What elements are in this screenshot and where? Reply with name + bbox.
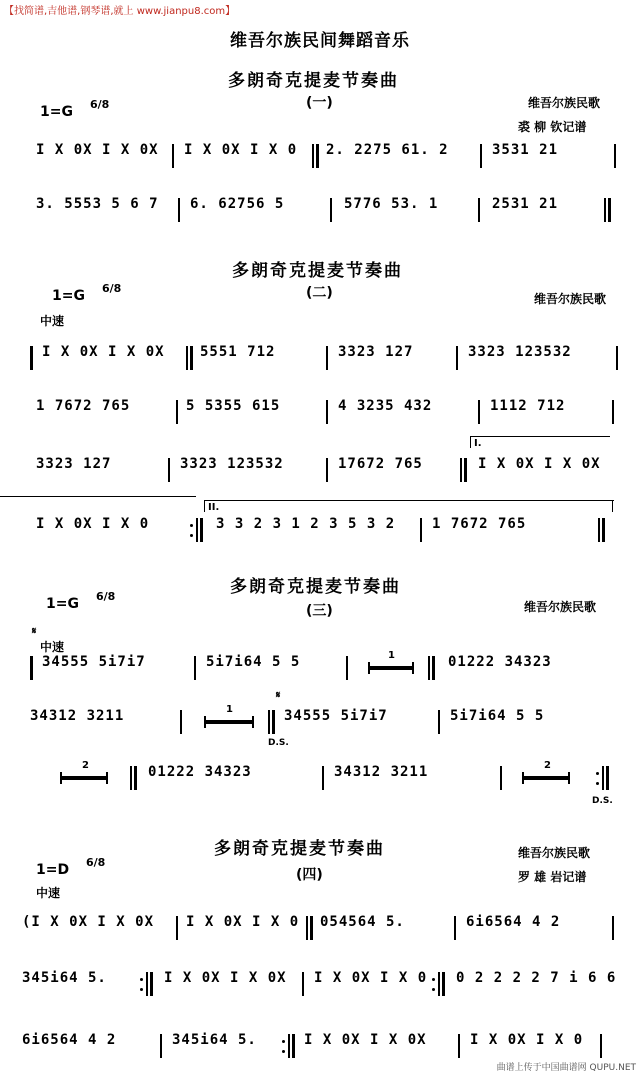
piece-3-title: 多朗奇克提麦节奏曲 [230,577,401,597]
piece-2-time: 6/8 [102,282,122,295]
score-row [0,650,640,684]
barline [176,400,178,424]
measure: 3. 5553 5 6 7 [36,196,159,212]
multi-rest-count: 2 [544,760,551,771]
repeat-dot [282,1050,285,1053]
barline [146,972,148,996]
score-row [0,196,640,226]
repeat-barline [292,1034,295,1058]
barline [322,766,324,790]
repeat-barline [30,656,33,680]
measure: I X 0X I X 0 [314,970,428,986]
volta-2-start [204,500,205,512]
repeat-dot [432,978,435,981]
repeat-barline [190,346,193,370]
barline [180,710,182,734]
repeat-barline [316,144,319,168]
page-title: 维吾尔族民间舞蹈音乐 [230,31,410,51]
measure: 1 7672 765 [432,516,527,532]
barline [454,916,456,940]
measure: 01222 34323 [448,654,552,670]
measure: 6i6564 4 2 [466,914,561,930]
measure: 5551 712 [200,344,276,360]
measure: 3 3 2 3 1 2 3 5 3 2 [216,516,396,532]
multi-rest-count: 1 [226,704,233,715]
piece-2-title: 多朗奇克提麦节奏曲 [232,261,403,281]
barline [480,144,482,168]
piece-1-time: 6/8 [90,98,110,111]
multi-rest-cap [106,772,108,784]
barline [194,656,196,680]
piece-4-key: 1=D [36,862,70,878]
measure: 34555 5i7i7 [42,654,146,670]
multi-rest-icon [370,666,412,670]
multi-rest-icon [62,776,106,780]
barline [438,710,440,734]
measure: 345i64 5. [22,970,107,986]
repeat-dot [282,1040,285,1043]
barline [438,972,440,996]
score-row [0,456,640,486]
measure: 5776 53. 1 [344,196,439,212]
barline [598,518,600,542]
ds-mark: D.S. [268,738,289,748]
barline [186,346,188,370]
measure: I X 0X I X 0 [36,516,150,532]
measure: I X 0X I X 0 [184,142,298,158]
barline [178,198,180,222]
barline [612,400,614,424]
barline [306,916,308,940]
repeat-dot [140,978,143,981]
final-barline [606,766,609,790]
measure: 34312 3211 [334,764,429,780]
multi-rest-icon [206,720,252,724]
barline [326,346,328,370]
barline [176,916,178,940]
piece-4-recorder: 罗 雄 岩记谱 [518,870,587,884]
measure: I X 0X I X 0X [478,456,601,472]
ds-mark: D.S. [592,796,613,806]
score-row [0,914,640,944]
repeat-dot [190,534,193,537]
piece-1-key: 1=G [40,104,73,120]
measure: I X 0X I X 0X [42,344,165,360]
score-row [0,142,640,172]
barline [196,518,198,542]
barline [458,1034,460,1058]
piece-1-number: (一) [306,95,333,111]
piece-4-title: 多朗奇克提麦节奏曲 [214,839,385,859]
repeat-barline [432,656,435,680]
measure: 4 3235 432 [338,398,433,414]
barline [602,766,604,790]
piece-3-key: 1=G [46,596,79,612]
segno-icon: 𝄋 [276,690,281,701]
multi-rest-icon [524,776,568,780]
barline [420,518,422,542]
site-watermark: 曲谱上传于中国曲谱网 QUPU.NET [496,1063,636,1073]
multi-rest-count: 1 [388,650,395,661]
barline [600,1034,602,1058]
measure: 1112 712 [490,398,566,414]
volta-1-bracket-continued [0,496,196,497]
repeat-barline [150,972,153,996]
barline [346,656,348,680]
piece-1-title: 多朗奇克提麦节奏曲 [228,71,399,91]
barline [268,710,270,734]
repeat-dot [140,988,143,991]
multi-rest-cap [252,716,254,728]
final-barline [608,198,611,222]
repeat-dot [596,782,599,785]
barline [604,198,606,222]
measure: 2531 21 [492,196,559,212]
multi-rest-cap [568,772,570,784]
measure: 34312 3211 [30,708,125,724]
repeat-barline [134,766,137,790]
score-row [0,344,640,374]
piece-4-tempo: 中速 [36,886,61,900]
repeat-barline [442,972,445,996]
barline [500,766,502,790]
barline [288,1034,290,1058]
piece-2-tempo: 中速 [40,314,65,328]
segno-icon: 𝄋 [32,626,37,637]
repeat-barline [30,346,33,370]
volta-1-label: I. [474,438,482,449]
repeat-barline [272,710,275,734]
measure: I X 0X I X 0X [36,142,159,158]
measure: I X 0X I X 0X [304,1032,427,1048]
score-row [0,398,640,428]
piece-4-origin: 维吾尔族民歌 [518,846,591,860]
piece-3-tempo: 中速 [40,640,65,654]
barline [460,458,462,482]
repeat-dot [432,988,435,991]
volta-1-start [470,436,471,448]
piece-3-time: 6/8 [96,590,116,603]
barline [612,916,614,940]
repeat-dot [596,772,599,775]
measure: I X 0X I X 0 [186,914,300,930]
barline [160,1034,162,1058]
measure: I X 0X I X 0 [470,1032,584,1048]
measure: 0 2 2 2 2 7 i 6 6 [456,970,617,986]
score-row [0,1032,640,1062]
piece-2-origin: 维吾尔族民歌 [534,292,607,306]
volta-2-bracket [204,500,614,501]
barline [172,144,174,168]
barline [456,346,458,370]
barline [616,346,618,370]
score-row [0,704,640,738]
measure: 3323 123532 [468,344,572,360]
measure: 17672 765 [338,456,423,472]
repeat-dot [190,524,193,527]
score-row [0,516,640,546]
barline [428,656,430,680]
measure: 34555 5i7i7 [284,708,388,724]
measure: 3531 21 [492,142,559,158]
measure: 5i7i64 5 5 [450,708,545,724]
repeat-barline [464,458,467,482]
barline [168,458,170,482]
measure: 054564 5. [320,914,405,930]
repeat-barline [310,916,313,940]
barline [478,198,480,222]
measure: 3323 127 [36,456,112,472]
barline [302,972,304,996]
barline [330,198,332,222]
piece-3-origin: 维吾尔族民歌 [524,600,597,614]
measure: 01222 34323 [148,764,252,780]
volta-2-label: II. [208,502,220,513]
measure: 5 5355 615 [186,398,281,414]
piece-1-recorder: 裘 柳 钦记谱 [518,120,587,134]
barline [312,144,314,168]
header-links[interactable]: 【找简谱,吉他谱,钢琴谱,就上 www.jianpu8.com】 [4,6,236,17]
piece-1-origin: 维吾尔族民歌 [528,96,601,110]
barline [326,400,328,424]
barline [478,400,480,424]
measure: 345i64 5. [172,1032,257,1048]
measure: (I X 0X I X 0X [22,914,155,930]
score-row [0,970,640,1000]
barline [326,458,328,482]
measure: 1 7672 765 [36,398,131,414]
repeat-barline [200,518,203,542]
measure: 6. 62756 5 [190,196,285,212]
measure: 5i7i64 5 5 [206,654,301,670]
volta-1-bracket [470,436,610,437]
piece-4-time: 6/8 [86,856,106,869]
barline [130,766,132,790]
score-row [0,760,640,794]
measure: I X 0X I X 0X [164,970,287,986]
measure: 6i6564 4 2 [22,1032,117,1048]
measure: 3323 127 [338,344,414,360]
piece-3-number: (三) [306,603,333,619]
measure: 3323 123532 [180,456,284,472]
piece-2-number: (二) [306,285,333,301]
multi-rest-cap [412,662,414,674]
multi-rest-count: 2 [82,760,89,771]
piece-4-number: (四) [296,867,323,883]
measure: 2. 2275 61. 2 [326,142,449,158]
volta-2-end [612,500,613,512]
final-barline [602,518,605,542]
barline [614,144,616,168]
piece-2-key: 1=G [52,288,85,304]
